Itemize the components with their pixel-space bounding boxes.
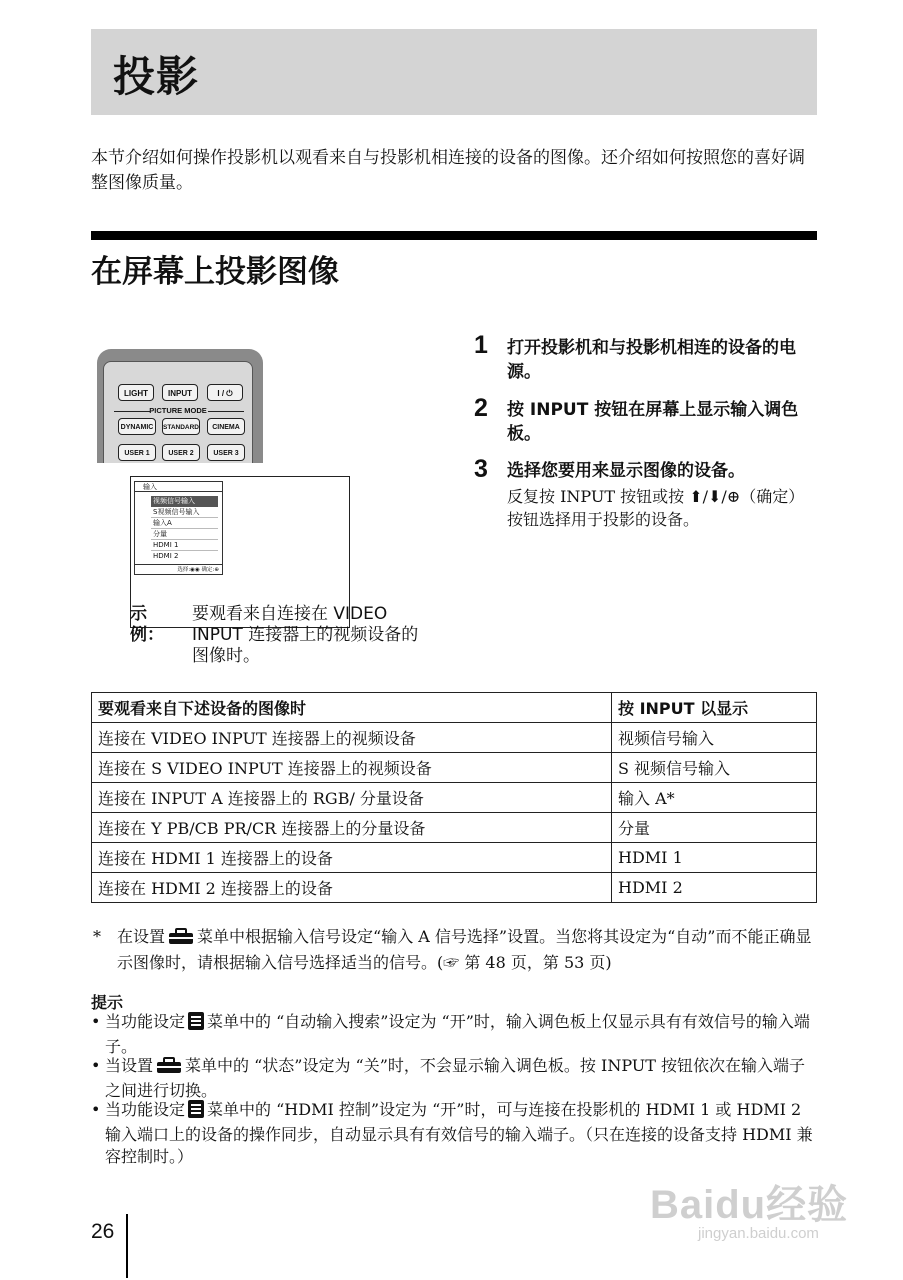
table-cell: HDMI 2 bbox=[612, 873, 817, 903]
table-row bbox=[92, 873, 817, 903]
step-1-text: 打开投影机和与投影机相连的设备的电源。 bbox=[507, 338, 796, 382]
table-header-cell: 要观看来自下述设备的图像时 bbox=[92, 693, 612, 723]
table-row bbox=[92, 723, 817, 753]
footnote-text bbox=[117, 925, 821, 974]
picture-mode-label: PICTURE MODE bbox=[149, 406, 207, 415]
table-cell: 输入 A* bbox=[612, 783, 817, 813]
remote-light-button: LIGHT bbox=[118, 384, 154, 401]
table-row bbox=[92, 813, 817, 843]
watermark-url: jingyan.baidu.com bbox=[698, 1225, 819, 1242]
remote-user3-button: USER 3 bbox=[207, 444, 245, 461]
step-3-detail: 反复按 INPUT 按钮或按 ⬆/⬇/⊕（确定）按钮选择用于投影的设备。 bbox=[507, 487, 805, 529]
tip-text-a: 当功能设定 bbox=[105, 1012, 186, 1031]
table-cell: 连接在 Y PB/CB PR/CR 连接器上的分量设备 bbox=[92, 813, 612, 843]
table-cell: 视频信号输入 bbox=[612, 723, 817, 753]
table-header-cell: 按 INPUT 以显示 bbox=[612, 693, 817, 723]
input-palette-item: HDMI 2 bbox=[153, 552, 179, 560]
remote-standard-button: STANDARD bbox=[162, 418, 200, 435]
step-3-text: 选择您要用来显示图像的设备。 bbox=[507, 461, 745, 481]
table-header-row bbox=[92, 693, 817, 723]
step-1-number: 1 bbox=[474, 331, 488, 359]
input-table bbox=[91, 692, 817, 903]
page-number: 26 bbox=[91, 1220, 115, 1243]
remote-cinema-button: CINEMA bbox=[207, 418, 245, 435]
input-palette-item: S视频信号输入 bbox=[151, 507, 218, 518]
footnote-text-a: 在设置 bbox=[117, 927, 166, 946]
table-cell: 连接在 HDMI 1 连接器上的设备 bbox=[92, 843, 612, 873]
tip-text-a: 当功能设定 bbox=[105, 1100, 186, 1119]
page-number-bar bbox=[126, 1214, 128, 1278]
bullet: • bbox=[91, 1100, 101, 1119]
remote-user2-button: USER 2 bbox=[162, 444, 200, 461]
toolbox-icon bbox=[156, 1057, 182, 1080]
step-3-number: 3 bbox=[474, 455, 488, 483]
bullet: • bbox=[91, 1012, 101, 1031]
input-palette-item: 输入A bbox=[151, 518, 218, 529]
table-cell: 连接在 VIDEO INPUT 连接器上的视频设备 bbox=[92, 723, 612, 753]
table-row bbox=[92, 753, 817, 783]
table-cell: 连接在 HDMI 2 连接器上的设备 bbox=[92, 873, 612, 903]
table-cell: 连接在 INPUT A 连接器上的 RGB/ 分量设备 bbox=[92, 783, 612, 813]
caption-label: 示例： bbox=[130, 604, 164, 645]
tip-text-b: 菜单中的 “状态”设定为 “关”时，不会显示输入调色板。按 INPUT 按钮依次在输入端子之间进行切换。 bbox=[105, 1056, 806, 1100]
footnote-text-b: 菜单中根据输入信号设定“输入 A 信号选择”设置。当您将其设定为“自动”而不能正确显示图像时，请根据输入信号选择适当的信号。(☞ 第 48 页，第 53 页) bbox=[117, 927, 812, 972]
page-title: 投影 bbox=[113, 52, 200, 101]
function-menu-icon bbox=[188, 1100, 204, 1124]
table-row bbox=[92, 843, 817, 873]
intro-paragraph: 本节介绍如何操作投影机以观看来自与投影机相连接的设备的图像。还介绍如何按照您的喜好调整图像质量。 bbox=[91, 148, 805, 193]
remote-dynamic-button: DYNAMIC bbox=[118, 418, 156, 435]
caption-text: 要观看来自连接在 VIDEO INPUT 连接器上的视频设备的图像时。 bbox=[192, 604, 419, 666]
table-cell: 分量 bbox=[612, 813, 817, 843]
table-row bbox=[92, 783, 817, 813]
footnote-marker: * bbox=[93, 927, 101, 946]
section-title: 在屏幕上投影图像 bbox=[91, 254, 339, 290]
watermark-logo: Baidu经验 bbox=[650, 1183, 849, 1227]
step-2-text: 按 INPUT 按钮在屏幕上显示输入调色板。 bbox=[507, 400, 799, 444]
picture-mode-line-right bbox=[208, 411, 244, 412]
step-2-number: 2 bbox=[474, 394, 488, 422]
table-cell: 连接在 S VIDEO INPUT 连接器上的视频设备 bbox=[92, 753, 612, 783]
input-palette-footer: 选择:◉◉ 确定:⊕ bbox=[135, 564, 222, 574]
watermark bbox=[640, 1165, 860, 1265]
input-palette-title: 输入 bbox=[135, 482, 222, 492]
bullet: • bbox=[91, 1056, 101, 1075]
section-rule bbox=[91, 231, 817, 240]
input-palette-item: 分量 bbox=[151, 529, 218, 540]
remote-input-button: INPUT bbox=[162, 384, 198, 401]
tips-heading: 提示 bbox=[91, 993, 124, 1012]
tip-text-b: 菜单中的 “HDMI 控制”设定为 “开”时，可与连接在投影机的 HDMI 1 或 HDMI 2 输入端口上的设备的操作同步，自动显示具有有效信号的输入端子。（只在连接的设备支持 HDMI 兼容控制时。） bbox=[105, 1100, 813, 1166]
toolbox-icon bbox=[168, 928, 194, 951]
title-band bbox=[91, 29, 817, 115]
tip-text-b: 菜单中的 “自动输入搜索”设定为 “开”时，输入调色板上仅显示具有有效信号的输入端子。 bbox=[105, 1012, 810, 1056]
remote-user1-button: USER 1 bbox=[118, 444, 156, 461]
table-cell: HDMI 1 bbox=[612, 843, 817, 873]
remote-power-button: I / ⏻ bbox=[207, 384, 243, 401]
remote-face bbox=[103, 361, 253, 463]
table-cell: S 视频信号输入 bbox=[612, 753, 817, 783]
input-palette bbox=[134, 481, 223, 575]
tip-text-a: 当设置 bbox=[105, 1056, 154, 1075]
remote-control-illustration bbox=[97, 349, 263, 463]
function-menu-icon bbox=[188, 1012, 204, 1036]
input-palette-item: HDMI 1 bbox=[151, 540, 218, 551]
input-palette-item: 视频信号输入 bbox=[151, 496, 218, 507]
